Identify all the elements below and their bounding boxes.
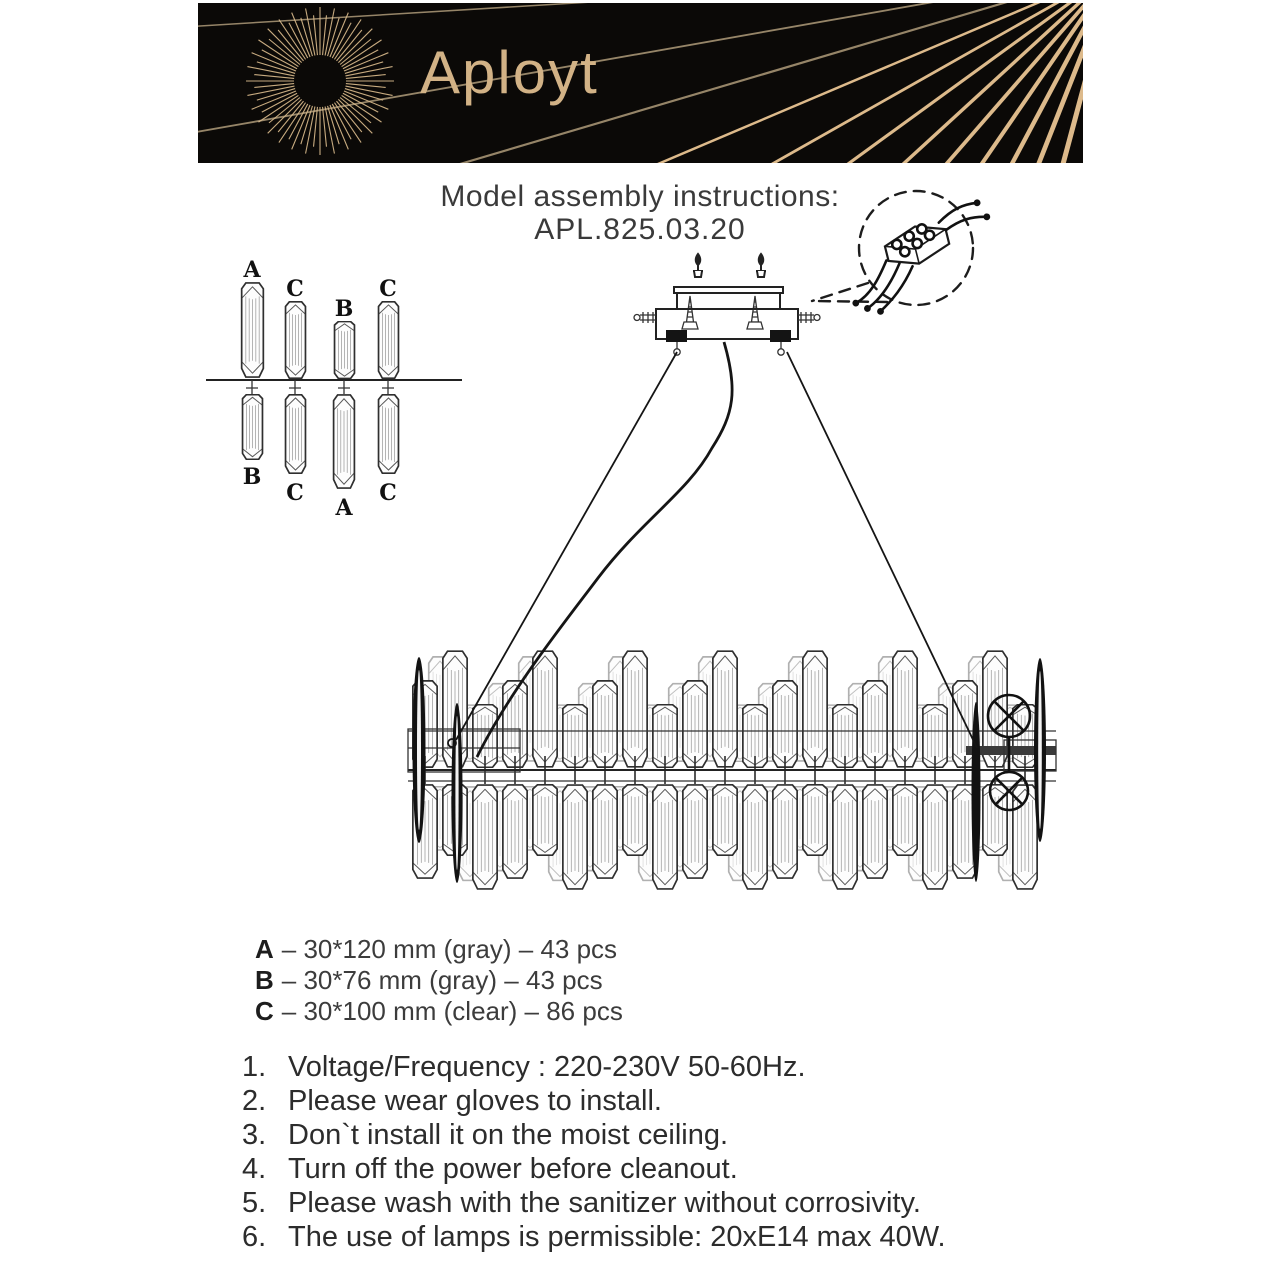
- parts-list-item: [255, 934, 623, 965]
- instruction-number: 6.: [242, 1221, 267, 1253]
- wiring-detail-callout: [812, 191, 1007, 321]
- part-letter: A: [255, 934, 274, 964]
- page-title: Model assembly instructions:: [440, 180, 840, 213]
- instruction-text: Please wash with the sanitizer without corrosivity.: [288, 1187, 921, 1219]
- ceiling-mount-drawing: [634, 254, 820, 355]
- instruction-text: Voltage/Frequency : 220-230V 50-60Hz.: [288, 1051, 806, 1083]
- crystal-label: A: [335, 495, 353, 521]
- model-number: APL.825.03.20: [534, 213, 746, 246]
- crystal-size-diagram: [206, 257, 462, 521]
- crystal-label: B: [334, 296, 354, 322]
- instruction-item: [242, 1186, 946, 1220]
- instruction-item: [242, 1152, 946, 1186]
- sunburst-logo-icon: [246, 7, 394, 155]
- crystal-label: A: [243, 257, 261, 283]
- crystal-label: C: [286, 480, 304, 506]
- instruction-item: [242, 1084, 946, 1118]
- chandelier-drawing: [408, 651, 1056, 889]
- instruction-item: [242, 1050, 946, 1084]
- parts-list-item: [255, 996, 623, 1027]
- parts-list-item: [255, 965, 623, 996]
- instruction-number: 5.: [242, 1187, 267, 1219]
- instruction-text: Please wear gloves to install.: [288, 1085, 662, 1117]
- instruction-item: [242, 1118, 946, 1152]
- instruction-number: 2.: [242, 1085, 267, 1117]
- crystal-label: C: [379, 480, 397, 506]
- assembly-diagram: [0, 170, 1280, 940]
- instruction-text: Don`t install it on the moist ceiling.: [288, 1119, 729, 1151]
- instruction-item: [242, 1220, 946, 1254]
- banner-decoration: [198, 3, 1083, 163]
- brand-banner: [198, 3, 1083, 163]
- instruction-text: Turn off the power before cleanout.: [288, 1153, 738, 1185]
- crystal-label: C: [379, 276, 397, 302]
- instruction-number: 4.: [242, 1153, 267, 1185]
- instructions-list: [242, 1050, 946, 1254]
- instruction-number: 1.: [242, 1051, 267, 1083]
- part-letter: B: [255, 965, 274, 995]
- instruction-text: The use of lamps is permissible: 20xE14 max 40W.: [288, 1221, 946, 1253]
- crystal-label: C: [286, 276, 304, 302]
- part-letter: C: [255, 996, 274, 1026]
- part-text: – 30*120 mm (gray) – 43 pcs: [281, 934, 618, 964]
- crystal-label: B: [242, 464, 262, 490]
- instruction-number: 3.: [242, 1119, 267, 1151]
- parts-list: [255, 934, 623, 1027]
- part-text: – 30*100 mm (clear) – 86 pcs: [281, 996, 623, 1026]
- part-text: – 30*76 mm (gray) – 43 pcs: [281, 965, 603, 995]
- brand-wordmark: Aployt: [420, 39, 599, 106]
